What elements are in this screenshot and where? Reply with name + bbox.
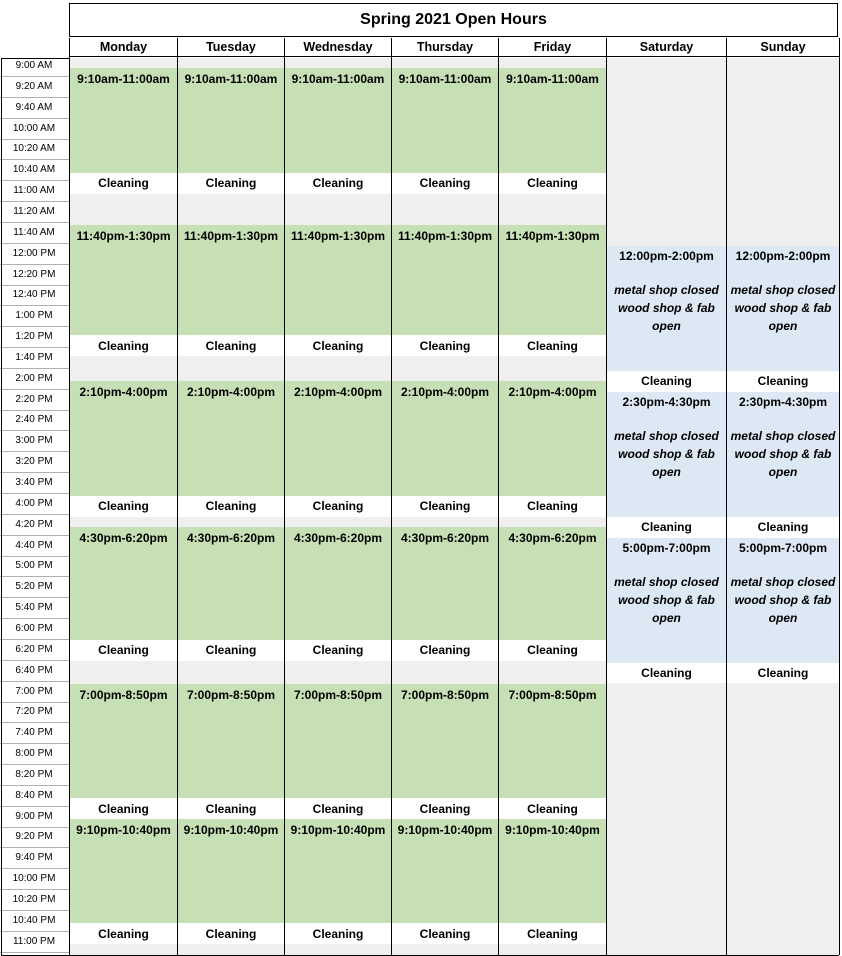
cleaning-block: Cleaning (499, 173, 606, 194)
time-label: 8:00 PM (15, 748, 53, 760)
open-session-block: 4:30pm-6:20pm (285, 527, 391, 640)
time-label: 12:40 PM (12, 289, 56, 301)
time-label: 9:40 AM (15, 101, 53, 113)
time-label: 7:20 PM (15, 706, 53, 718)
open-session-block: 2:10pm-4:00pm (178, 381, 284, 496)
cleaning-block: Cleaning (178, 798, 284, 819)
cleaning-block: Cleaning (285, 496, 391, 517)
time-label: 8:40 PM (15, 789, 53, 801)
cleaning-block: Cleaning (727, 517, 839, 538)
time-label: 2:20 PM (15, 393, 53, 405)
time-label: 10:00 PM (12, 873, 56, 885)
weekend-session-note: metal shop closed wood shop & fab open (730, 282, 836, 333)
cleaning-block: Cleaning (499, 496, 606, 517)
time-label: 2:00 PM (15, 372, 53, 384)
day-header-sunday: Sunday (726, 38, 840, 57)
column-divider (606, 38, 607, 955)
open-session-block: 7:00pm-8:50pm (285, 684, 391, 799)
time-label: 10:40 AM (12, 164, 56, 176)
cleaning-block: Cleaning (178, 496, 284, 517)
day-header-tuesday: Tuesday (177, 38, 285, 57)
day-header-wednesday: Wednesday (284, 38, 392, 57)
cleaning-block: Cleaning (70, 798, 177, 819)
cleaning-block: Cleaning (70, 335, 177, 356)
open-session-block: 7:00pm-8:50pm (392, 684, 498, 799)
time-label: 11:20 AM (13, 205, 55, 217)
weekend-session-block (607, 246, 726, 371)
time-label: 10:20 PM (12, 894, 56, 905)
time-label: 9:40 PM (15, 852, 53, 864)
time-label: 8:20 PM (15, 768, 53, 780)
cleaning-block: Cleaning (607, 517, 726, 538)
cleaning-block: Cleaning (285, 173, 391, 194)
column-divider (391, 38, 392, 955)
weekend-session-block (727, 392, 839, 517)
weekend-session-block (727, 246, 839, 371)
time-label: 10:20 AM (12, 143, 56, 155)
schedule-title: Spring 2021 Open Hours (69, 3, 838, 37)
time-label: 7:00 PM (15, 685, 53, 697)
time-label: 1:00 PM (15, 310, 53, 322)
cleaning-block: Cleaning (392, 798, 498, 819)
cleaning-block: Cleaning (499, 923, 606, 944)
open-session-block: 11:40pm-1:30pm (70, 225, 177, 336)
time-label: 1:20 PM (15, 331, 53, 343)
weekend-session-time: 2:30pm-4:30pm (622, 394, 711, 409)
open-session-block: 9:10am-11:00am (499, 68, 606, 172)
column-divider (177, 38, 178, 955)
cleaning-block: Cleaning (178, 335, 284, 356)
open-session-block: 2:10pm-4:00pm (285, 381, 391, 496)
cleaning-block: Cleaning (285, 335, 391, 356)
open-session-block: 4:30pm-6:20pm (392, 527, 498, 640)
day-header-saturday: Saturday (606, 38, 727, 57)
day-header-thursday: Thursday (391, 38, 499, 57)
day-header-friday: Friday (498, 38, 607, 57)
time-label: 4:00 PM (15, 497, 53, 509)
cleaning-block: Cleaning (70, 173, 177, 194)
time-label: 12:20 PM (12, 268, 56, 280)
cleaning-block: Cleaning (607, 371, 726, 392)
time-label: 9:00 PM (15, 810, 53, 822)
open-session-block: 9:10pm-10:40pm (392, 819, 498, 923)
weekend-session-note: metal shop closed wood shop & fab open (614, 282, 719, 333)
open-session-block: 9:10am-11:00am (178, 68, 284, 172)
time-label: 12:00 PM (12, 247, 56, 259)
weekend-session-note: metal shop closed wood shop & fab open (730, 428, 836, 479)
cleaning-block: Cleaning (285, 798, 391, 819)
time-label: 9:00 AM (15, 60, 53, 71)
open-session-block: 9:10pm-10:40pm (285, 819, 391, 923)
header-bottom-border (1, 58, 69, 59)
time-label: 4:20 PM (15, 518, 53, 530)
open-session-block: 11:40pm-1:30pm (285, 225, 391, 336)
time-label: 9:20 PM (15, 831, 53, 843)
time-label: 10:40 PM (12, 914, 56, 926)
open-session-block: 7:00pm-8:50pm (178, 684, 284, 799)
open-session-block: 9:10pm-10:40pm (70, 819, 177, 923)
time-label: 6:00 PM (15, 622, 53, 634)
open-session-block: 7:00pm-8:50pm (70, 684, 177, 799)
weekend-session-time: 2:30pm-4:30pm (738, 394, 828, 409)
weekend-session-note: metal shop closed wood shop & fab open (614, 428, 719, 479)
weekend-session-time: 5:00pm-7:00pm (738, 540, 828, 555)
weekend-session-note: metal shop closed wood shop & fab open (614, 574, 719, 625)
column-divider (839, 38, 840, 955)
cleaning-block: Cleaning (392, 173, 498, 194)
open-session-block: 9:10pm-10:40pm (178, 819, 284, 923)
time-label: 3:00 PM (15, 435, 53, 447)
cleaning-block: Cleaning (499, 798, 606, 819)
cleaning-block: Cleaning (727, 663, 839, 684)
cleaning-block: Cleaning (727, 371, 839, 392)
open-session-block: 2:10pm-4:00pm (392, 381, 498, 496)
open-session-block: 9:10am-11:00am (392, 68, 498, 172)
time-label: 3:40 PM (15, 477, 53, 488)
cleaning-block: Cleaning (499, 640, 606, 661)
open-session-block: 4:30pm-6:20pm (70, 527, 177, 640)
open-session-block: 2:10pm-4:00pm (70, 381, 177, 496)
cleaning-block: Cleaning (285, 923, 391, 944)
cleaning-block: Cleaning (70, 496, 177, 517)
cleaning-block: Cleaning (392, 496, 498, 517)
time-label: 7:40 PM (15, 727, 53, 739)
open-session-block: 11:40pm-1:30pm (392, 225, 498, 336)
column-divider (726, 38, 727, 955)
cleaning-block: Cleaning (70, 923, 177, 944)
open-session-block: 9:10am-11:00am (70, 68, 177, 172)
time-label: 10:00 AM (12, 122, 56, 134)
column-divider (498, 38, 499, 955)
cleaning-block: Cleaning (499, 335, 606, 356)
time-label: 5:40 PM (15, 602, 53, 614)
time-label: 9:20 AM (15, 80, 53, 92)
open-session-block: 11:40pm-1:30pm (499, 225, 606, 336)
column-divider (284, 38, 285, 955)
weekend-session-block (607, 538, 726, 663)
bottom-border (1, 955, 839, 956)
cleaning-block: Cleaning (392, 923, 498, 944)
open-session-block: 11:40pm-1:30pm (178, 225, 284, 336)
time-label: 5:20 PM (15, 581, 53, 593)
column-divider (69, 38, 70, 955)
time-label: 6:40 PM (15, 664, 53, 676)
cleaning-block: Cleaning (285, 640, 391, 661)
time-label: 4:40 PM (15, 539, 53, 551)
open-session-block: 4:30pm-6:20pm (178, 527, 284, 640)
time-label: 11:00 AM (13, 185, 55, 197)
time-label: 5:00 PM (15, 560, 53, 572)
left-border (1, 58, 2, 955)
weekend-session-time: 12:00pm-2:00pm (619, 248, 714, 263)
cleaning-block: Cleaning (392, 335, 498, 356)
cleaning-block: Cleaning (178, 923, 284, 944)
open-session-block: 7:00pm-8:50pm (499, 684, 606, 799)
open-session-block: 9:10am-11:00am (285, 68, 391, 172)
time-label: 3:20 PM (15, 456, 53, 468)
day-header-monday: Monday (69, 38, 178, 57)
time-label: 1:40 PM (15, 351, 53, 363)
open-session-block: 2:10pm-4:00pm (499, 381, 606, 496)
cleaning-block: Cleaning (607, 663, 726, 684)
cleaning-block: Cleaning (392, 640, 498, 661)
time-label: 11:40 AM (13, 226, 55, 238)
open-session-block: 4:30pm-6:20pm (499, 527, 606, 640)
cleaning-block: Cleaning (178, 640, 284, 661)
time-label: 6:20 PM (15, 643, 53, 655)
weekend-session-time: 5:00pm-7:00pm (622, 540, 711, 555)
time-label: 2:40 PM (15, 414, 53, 426)
weekend-session-time: 12:00pm-2:00pm (735, 248, 831, 263)
weekend-session-block (727, 538, 839, 663)
open-session-block: 9:10pm-10:40pm (499, 819, 606, 923)
cleaning-block: Cleaning (178, 173, 284, 194)
time-label: 11:00 PM (12, 935, 56, 947)
cleaning-block: Cleaning (70, 640, 177, 661)
weekend-session-note: metal shop closed wood shop & fab open (730, 574, 836, 625)
weekend-session-block (607, 392, 726, 517)
